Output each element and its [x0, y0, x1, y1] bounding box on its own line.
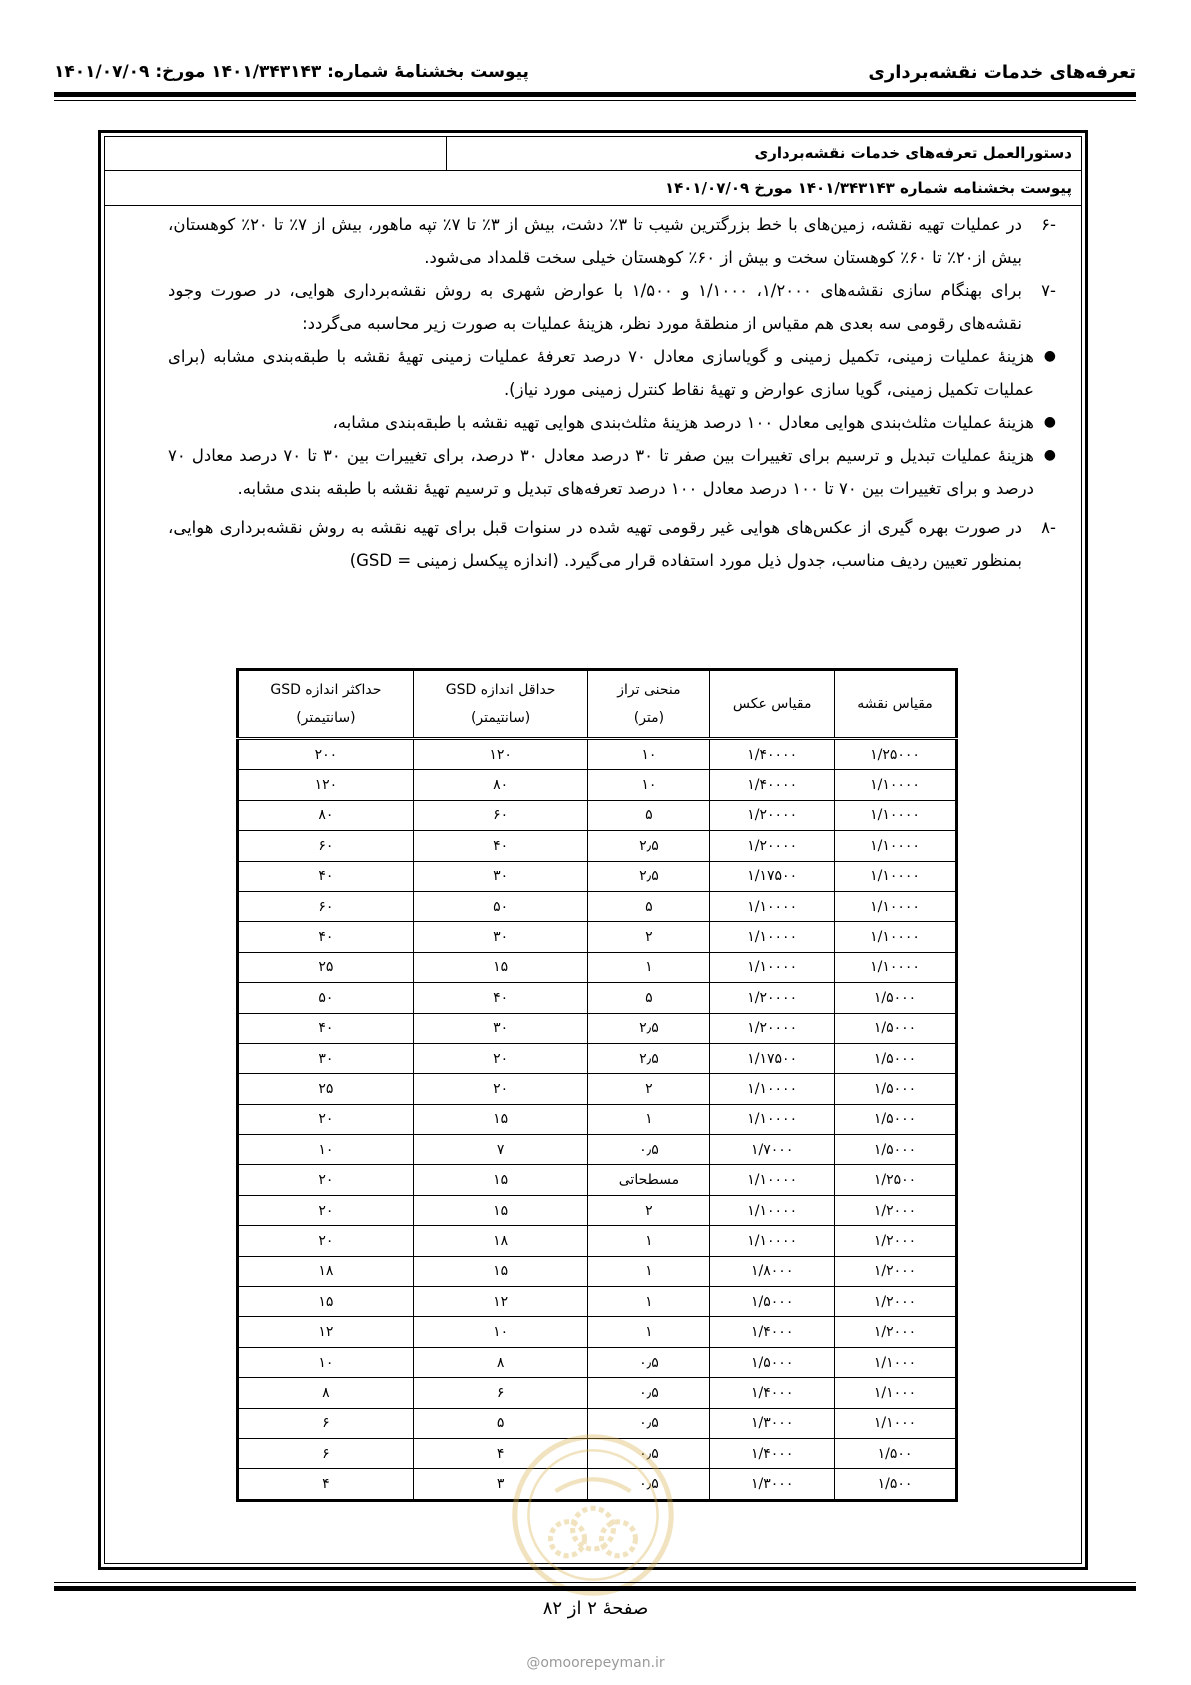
table-cell: ۱/۵۰۰۰ — [835, 1043, 957, 1073]
table-cell: ۱/۱۰۰۰۰ — [710, 952, 835, 982]
table-cell: ۴۰ — [238, 861, 414, 891]
table-cell: ۱۵ — [413, 1165, 588, 1195]
table-cell: ۱/۷۰۰۰ — [710, 1135, 835, 1165]
table-cell: ۲۰۰ — [238, 739, 414, 770]
table-cell: ۱/۲۰۰۰ — [835, 1226, 957, 1256]
item-number: -۶ — [1041, 215, 1056, 234]
table-cell: ۱/۵۰۰ — [835, 1469, 957, 1500]
table-cell: ۶ — [413, 1378, 588, 1408]
table-row — [238, 1104, 957, 1134]
table-row — [238, 770, 957, 800]
table-cell: ۱۰ — [588, 739, 710, 770]
frame-subtitle: پیوست بخشنامه شماره ۱۴۰۱/۳۴۳۱۴۳ مورخ ۱۴۰۱/۰۷/۰۹ — [104, 171, 1082, 206]
table-cell: ۱/۴۰۰۰ — [710, 1438, 835, 1468]
table-cell: ۱/۵۰۰۰ — [835, 1104, 957, 1134]
bullet-text: هزینۀ عملیات مثلث‌بندی هوایی معادل ۱۰۰ درصد هزینۀ مثلث‌بندی هوایی تهیه نقشه با طبقه‌بندی مشابه، — [332, 413, 1034, 432]
table-cell: ۱/۱۰۰۰۰ — [835, 922, 957, 952]
header-title: تعرفه‌های خدمات نقشه‌برداری — [868, 61, 1136, 83]
table-row — [238, 739, 957, 770]
table-cell: ۲۵ — [238, 952, 414, 982]
table-cell: ۲٫۵ — [588, 831, 710, 861]
table-cell: مسطحاتی — [588, 1165, 710, 1195]
header-rule-thin — [54, 100, 1136, 101]
table-cell: ۴۰ — [413, 983, 588, 1013]
table-cell: ۰٫۵ — [588, 1469, 710, 1500]
table-cell: ۱/۳۰۰۰ — [710, 1408, 835, 1438]
watermark-text: @omoorepeyman.ir — [526, 1655, 665, 1671]
table-row — [238, 1135, 957, 1165]
table-cell: ۱۰ — [238, 1347, 414, 1377]
table-cell: ۱/۲۰۰۰۰ — [710, 983, 835, 1013]
table-cell: ۷ — [413, 1135, 588, 1165]
table-cell: ۴۰ — [238, 922, 414, 952]
table-cell: ۴ — [413, 1438, 588, 1468]
table-cell: ۱/۵۰۰۰ — [835, 1074, 957, 1104]
bullet-item — [168, 439, 1056, 505]
table-cell: ۱/۱۰۰۰۰ — [835, 861, 957, 891]
table-cell: ۸۰ — [238, 800, 414, 830]
item-text: در عملیات تهیه نقشه، زمین‌های با خط بزرگترین شیب تا ۳٪ دشت، بیش از ۳٪ تا ۷٪ تپه ماهور، بیش از ۷٪ تا ۲۰٪ کوهستان، بیش از۲۰٪ تا ۶۰٪ کوهستان سخت و بیش از ۶۰٪ کوهستان خیلی سخت قلمداد می‌شود. — [168, 215, 1022, 267]
instructions-body — [168, 208, 1056, 577]
col-map-scale: مقیاس نقشه — [835, 670, 957, 739]
table-row — [238, 891, 957, 921]
table-cell: ۵ — [588, 891, 710, 921]
table-row — [238, 1226, 957, 1256]
table-cell: ۳۰ — [413, 922, 588, 952]
table-cell: ۱۲۰ — [413, 739, 588, 770]
table-row — [238, 1195, 957, 1225]
table-cell: ۱/۱۰۰۰۰ — [710, 1195, 835, 1225]
table-cell: ۱/۱۰۰۰ — [835, 1347, 957, 1377]
table-row — [238, 1074, 957, 1104]
table-cell: ۲۰ — [238, 1165, 414, 1195]
table-row — [238, 1256, 957, 1286]
table-cell: ۱/۵۰۰۰ — [710, 1347, 835, 1377]
table-cell: ۱۸ — [238, 1256, 414, 1286]
table-cell: ۱۲۰ — [238, 770, 414, 800]
table-cell: ۲ — [588, 922, 710, 952]
table-cell: ۱/۲۰۰۰۰ — [710, 831, 835, 861]
table-cell: ۱/۳۰۰۰ — [710, 1469, 835, 1500]
table-cell: ۱/۱۰۰۰۰ — [710, 1165, 835, 1195]
table-cell: ۱/۵۰۰۰ — [710, 1287, 835, 1317]
table-cell: ۱۰ — [413, 1317, 588, 1347]
item-8 — [168, 511, 1056, 577]
table-cell: ۱ — [588, 1104, 710, 1134]
footer-rule-thick — [54, 1586, 1136, 1591]
item-text: برای بهنگام سازی نقشه‌های ۱/۲۰۰۰، ۱/۱۰۰۰ و ۱/۵۰۰ با عوارض شهری به روش نقشه‌برداری هوایی، در صورت وجود نقشه‌های رقومی سه بعدی هم مقیاس از منطقۀ مورد نظر، هزینۀ عملیات به صورت زیر محاسبه می‌گردد: — [168, 281, 1023, 333]
table-cell: ۱/۴۰۰۰ — [710, 1378, 835, 1408]
table-cell: ۱/۲۰۰۰ — [835, 1317, 957, 1347]
table-row — [238, 983, 957, 1013]
table-cell: ۱ — [588, 1287, 710, 1317]
table-cell: ۱/۴۰۰۰۰ — [710, 739, 835, 770]
table-row — [238, 1165, 957, 1195]
table-cell: ۱۰ — [588, 770, 710, 800]
table-cell: ۰٫۵ — [588, 1408, 710, 1438]
table-cell: ۲۰ — [238, 1195, 414, 1225]
page-number: صفحۀ ۲ از ۸۲ — [542, 1598, 649, 1619]
item-7 — [168, 274, 1056, 340]
table-cell: ۱۵ — [238, 1287, 414, 1317]
table-header-row — [238, 670, 957, 739]
table-cell: ۴۰ — [413, 831, 588, 861]
table-cell: ۶۰ — [238, 831, 414, 861]
bullet-dot-icon: ● — [1043, 348, 1056, 364]
table-cell: ۵۰ — [413, 891, 588, 921]
table-cell: ۱/۱۰۰۰۰ — [710, 1226, 835, 1256]
table-cell: ۴۰ — [238, 1013, 414, 1043]
frame-title: دستورالعمل تعرفه‌های خدمات نقشه‌برداری — [447, 136, 1082, 171]
table-cell: ۰٫۵ — [588, 1347, 710, 1377]
table-cell: ۱/۱۰۰۰ — [835, 1378, 957, 1408]
table-cell: ۱/۵۰۰۰ — [835, 1013, 957, 1043]
table-cell: ۱۵ — [413, 952, 588, 982]
bullet-text: هزینۀ عملیات تبدیل و ترسیم برای تغییرات بین صفر تا ۳۰ درصد معادل ۳۰ درصد، برای تغییرات بین ۳۰ تا ۷۰ درصد معادل ۷۰ درصد و برای تغییرات بین ۷۰ تا ۱۰۰ درصد معادل ۱۰۰ درصد تعرفه‌های تبدیل و ترسیم تهیۀ نقشه با طبقه بندی مشابه. — [168, 446, 1035, 498]
table-cell: ۱/۱۰۰۰۰ — [835, 770, 957, 800]
item-number: -۷ — [1041, 281, 1056, 300]
table-cell: ۱/۱۰۰۰۰ — [835, 891, 957, 921]
frame-header-table — [104, 136, 1082, 206]
table-cell: ۱/۲۰۰۰۰ — [710, 1013, 835, 1043]
table-cell: ۱/۱۰۰۰۰ — [835, 800, 957, 830]
table-cell: ۲ — [588, 1074, 710, 1104]
table-cell: ۵ — [588, 983, 710, 1013]
table-cell: ۰٫۵ — [588, 1438, 710, 1468]
table-cell: ۱/۱۰۰۰۰ — [710, 1074, 835, 1104]
table-cell: ۱ — [588, 1226, 710, 1256]
bullet-dot-icon: ● — [1043, 414, 1056, 430]
table-cell: ۱/۲۰۰۰۰ — [710, 800, 835, 830]
table-cell: ۱/۲۵۰۰۰ — [835, 739, 957, 770]
table-cell: ۲۰ — [413, 1043, 588, 1073]
table-cell: ۱ — [588, 1256, 710, 1286]
table-cell: ۲۰ — [413, 1074, 588, 1104]
table-cell: ۱/۱۰۰۰۰ — [835, 952, 957, 982]
table-cell: ۱/۵۰۰۰ — [835, 983, 957, 1013]
header-rule-thick — [54, 92, 1136, 97]
table-cell: ۶ — [238, 1408, 414, 1438]
table-cell: ۱/۱۰۰۰۰ — [835, 831, 957, 861]
table-cell: ۰٫۵ — [588, 1135, 710, 1165]
table-cell: ۱۵ — [413, 1104, 588, 1134]
table-cell: ۴ — [238, 1469, 414, 1500]
table-cell: ۶۰ — [238, 891, 414, 921]
table-cell: ۱/۵۰۰۰ — [835, 1135, 957, 1165]
page-header — [54, 54, 1136, 90]
table-cell: ۲۰ — [238, 1226, 414, 1256]
col-photo-scale: مقیاس عکس — [710, 670, 835, 739]
table-cell: ۱/۱۰۰۰۰ — [710, 922, 835, 952]
table-row — [238, 861, 957, 891]
table-cell: ۱/۲۰۰۰ — [835, 1256, 957, 1286]
bullet-item — [168, 406, 1056, 439]
frame-title-empty-cell — [104, 136, 447, 171]
table-cell: ۸ — [238, 1378, 414, 1408]
table-row — [238, 831, 957, 861]
table-row — [238, 1317, 957, 1347]
table-cell: ۸ — [413, 1347, 588, 1377]
table-cell: ۱۸ — [413, 1226, 588, 1256]
table-cell: ۱ — [588, 1317, 710, 1347]
table-cell: ۵ — [588, 800, 710, 830]
table-cell: ۱۲ — [238, 1317, 414, 1347]
table-cell: ۱/۱۰۰۰۰ — [710, 891, 835, 921]
table-cell: ۲٫۵ — [588, 861, 710, 891]
col-gsd-min: حداقل اندازه GSD (سانتیمتر) — [413, 670, 588, 739]
table-cell: ۱/۴۰۰۰ — [710, 1317, 835, 1347]
table-row — [238, 1378, 957, 1408]
table-row — [238, 952, 957, 982]
table-cell: ۱/۵۰۰ — [835, 1438, 957, 1468]
table-cell: ۱۵ — [413, 1256, 588, 1286]
table-cell: ۱ — [588, 952, 710, 982]
table-cell: ۰٫۵ — [588, 1378, 710, 1408]
table-row — [238, 1043, 957, 1073]
item-6 — [168, 208, 1056, 274]
table-cell: ۶۰ — [413, 800, 588, 830]
table-row — [238, 1013, 957, 1043]
table-cell: ۳۰ — [413, 1013, 588, 1043]
table-cell: ۱/۲۰۰۰ — [835, 1195, 957, 1225]
table-cell: ۱/۲۵۰۰ — [835, 1165, 957, 1195]
table-cell: ۵۰ — [238, 983, 414, 1013]
item-text: در صورت بهره گیری از عکس‌های هوایی غیر رقومی تهیه شده در سنوات قبل برای تهیه نقشه به روش نقشه‌برداری هوایی، بمنظور تعیین ردیف مناسب، جدول ذیل مورد استفاده قرار می‌گیرد. (اندازه پیکسل زمینی = GSD) — [168, 518, 1022, 570]
table-cell: ۱۰ — [238, 1135, 414, 1165]
bullet-text: هزینۀ عملیات زمینی، تکمیل زمینی و گویاسازی معادل ۷۰ درصد تعرفۀ عملیات زمینی تهیۀ نقشه با طبقه‌بندی مشابه (برای عملیات تکمیل زمینی، گویا سازی عوارض و تهیۀ نقاط کنترل زمینی مورد نیاز). — [168, 347, 1034, 399]
table-cell: ۱۵ — [413, 1195, 588, 1225]
table-cell: ۱/۱۰۰۰ — [835, 1408, 957, 1438]
header-circular-reference: پیوست بخشنامۀ شماره: ۱۴۰۱/۳۴۳۱۴۳ مورخ: ۱۴۰۱/۰۷/۰۹ — [54, 62, 529, 82]
table-cell: ۲ — [588, 1195, 710, 1225]
table-cell: ۲۵ — [238, 1074, 414, 1104]
table-cell: ۱/۲۰۰۰ — [835, 1287, 957, 1317]
table-cell: ۸۰ — [413, 770, 588, 800]
table-cell: ۳۰ — [413, 861, 588, 891]
bullet-item — [168, 340, 1056, 406]
table-cell: ۱/۱۷۵۰۰ — [710, 861, 835, 891]
table-cell: ۶ — [238, 1438, 414, 1468]
table-cell: ۲٫۵ — [588, 1043, 710, 1073]
table-row — [238, 922, 957, 952]
table-cell: ۱۲ — [413, 1287, 588, 1317]
gsd-table — [236, 668, 958, 1502]
item-number: -۸ — [1041, 518, 1056, 537]
table-cell: ۲٫۵ — [588, 1013, 710, 1043]
table-cell: ۳۰ — [238, 1043, 414, 1073]
table-body — [238, 739, 957, 1501]
gear-seal-icon — [508, 1430, 678, 1600]
col-gsd-max: حداکثر اندازه GSD (سانتیمتر) — [238, 670, 414, 739]
table-cell: ۲۰ — [238, 1104, 414, 1134]
table-cell: ۱/۱۰۰۰۰ — [710, 1104, 835, 1134]
table-cell: ۳ — [413, 1469, 588, 1500]
table-cell: ۱/۱۷۵۰۰ — [710, 1043, 835, 1073]
table-row — [238, 1287, 957, 1317]
bullet-dot-icon: ● — [1043, 447, 1056, 463]
table-cell: ۵ — [413, 1408, 588, 1438]
table-cell: ۱/۸۰۰۰ — [710, 1256, 835, 1286]
table-row — [238, 800, 957, 830]
col-contour: منحنی تراز (متر) — [588, 670, 710, 739]
table-cell: ۱/۴۰۰۰۰ — [710, 770, 835, 800]
table-row — [238, 1347, 957, 1377]
footer-rule-thin — [54, 1582, 1136, 1583]
